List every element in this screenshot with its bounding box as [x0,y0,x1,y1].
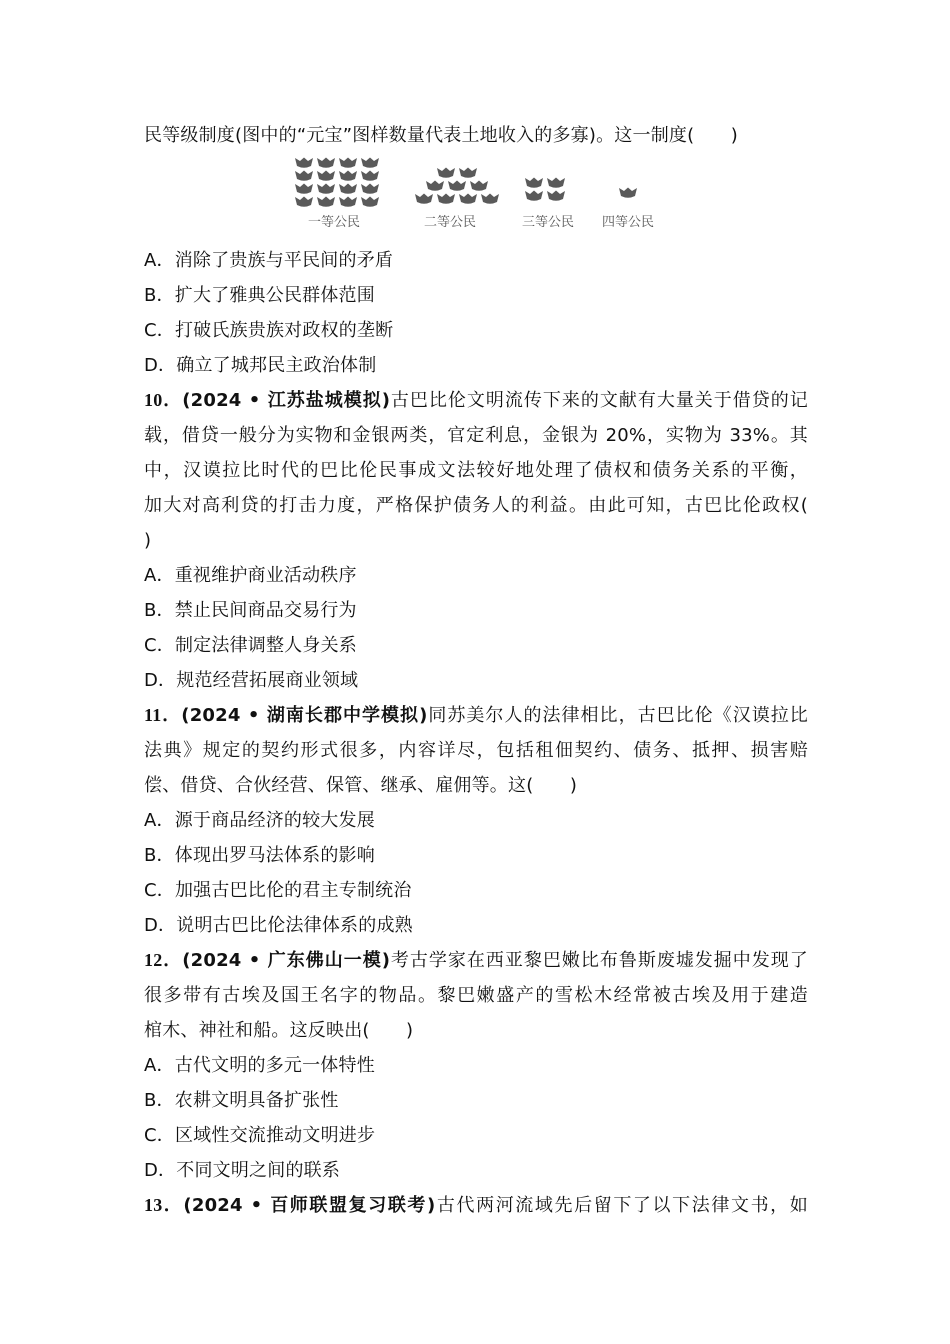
yuanbao-icon [436,193,456,205]
yuanbao-icon [469,180,489,192]
citizen-rank-figure [144,157,808,239]
q10-option-c: C．制定法律调整人身关系 [144,635,357,656]
q11-option-c: C．加强古巴比伦的君主专制统治 [144,880,412,901]
yuanbao-icon [360,157,380,169]
q11-option-b: B．体现出罗马法体系的影响 [144,845,375,866]
q12-line-2: 很多带有古埃及国王名字的物品。黎巴嫩盛产的雪松木经常被古埃及用于建造 [144,985,808,1006]
yuanbao-icon [425,180,445,192]
q12-option-a: A．古代文明的多元一体特性 [144,1055,375,1076]
yuanbao-icon [458,193,478,205]
yuanbao-icon [360,170,380,182]
q10-source: (2024 • 江苏盐城模拟) [182,390,391,411]
q11-option-d: D．说明古巴比伦法律体系的成熟 [144,915,413,936]
yuanbao-icon [294,196,314,208]
q12-number: 12． [144,950,183,970]
q10-line-4: 加大对高利贷的打击力度，严格保护债务人的利益。由此可知，古巴比伦政权( [144,495,808,516]
q12-line-1 [144,943,808,978]
rank-label-3: 三等公民 [522,215,575,230]
yuanbao-icon [546,190,566,202]
yuanbao-icon [360,183,380,195]
q11-line-1 [144,698,808,733]
yuanbao-icon [618,187,638,199]
q12-line-3: 棺木、神社和船。这反映出( ) [144,1020,414,1041]
yuanbao-icon [316,183,336,195]
yuanbao-icon [294,157,314,169]
yuanbao-icon [360,196,380,208]
q11-text-1: 同苏美尔人的法律相比，古巴比伦《汉谟拉比 [427,705,809,726]
q10-text-1: 古巴比伦文明流传下来的文献有大量关于借贷的记 [390,390,808,411]
q13-text-1: 古代两河流域先后留下了以下法律文书，如 [435,1195,808,1216]
q12-option-c: C．区域性交流推动文明进步 [144,1125,376,1146]
yuanbao-icon [338,157,358,169]
q12-source: (2024 • 广东佛山一模) [182,950,391,971]
q10-line-3: 中，汉谟拉比时代的巴比伦民事成文法较好地处理了债权和债务关系的平衡， [144,460,808,481]
yuanbao-icon [338,196,358,208]
q12-option-d: D．不同文明之间的联系 [144,1160,341,1181]
yuanbao-icon [436,167,456,179]
q9-option-d: D．确立了城邦民主政治体制 [144,355,377,376]
q13-number: 13． [144,1195,184,1215]
q13-source: (2024 • 百师联盟复习联考) [183,1195,436,1216]
yuanbao-icon [338,170,358,182]
yuanbao-icon [316,157,336,169]
q10-line-2: 载，借贷一般分为实物和金银两类，官定利息，金银为 20%，实物为 33%。其 [144,425,808,446]
yuanbao-icon [294,170,314,182]
q10-number: 10． [144,390,183,410]
q11-line-3: 偿、借贷、合伙经营、保管、继承、雇佣等。这( ) [144,775,578,796]
yuanbao-icon [338,183,358,195]
yuanbao-icon [458,167,478,179]
yuanbao-icon [316,170,336,182]
q9-option-a: A．消除了贵族与平民间的矛盾 [144,250,394,271]
q9-option-b: B．扩大了雅典公民群体范围 [144,285,375,306]
q12-option-b: B．农耕文明具备扩张性 [144,1090,339,1111]
rank-label-4: 四等公民 [602,215,655,230]
q10-option-d: D．规范经营拓展商业领域 [144,670,359,691]
q11-option-a: A．源于商品经济的较大发展 [144,810,375,831]
q11-line-2: 法典》规定的契约形式很多，内容详尽，包括租佃契约、债务、抵押、损害赔 [144,740,808,761]
rank-label-2: 二等公民 [424,215,477,230]
yuanbao-icon [524,190,544,202]
q10-option-b: B．禁止民间商品交易行为 [144,600,357,621]
yuanbao-icon [480,193,500,205]
rank-label-1: 一等公民 [308,215,361,230]
yuanbao-icon [316,196,336,208]
q11-number: 11． [144,705,182,725]
q13-line-1 [144,1188,808,1223]
q10-line-1 [144,383,808,418]
yuanbao-icon [414,193,434,205]
intro-line: 民等级制度(图中的“元宝”图样数量代表土地收入的多寡)。这一制度( ) [144,125,738,146]
yuanbao-icon [546,177,566,189]
yuanbao-icon [447,180,467,192]
q10-line-5: ) [144,530,152,551]
q10-option-a: A．重视维护商业活动秩序 [144,565,357,586]
q12-text-1: 考古学家在西亚黎巴嫩比布鲁斯废墟发掘中发现了 [390,950,808,971]
q11-source: (2024 • 湖南长郡中学模拟) [181,705,428,726]
q9-option-c: C．打破氏族贵族对政权的垄断 [144,320,394,341]
yuanbao-icon [294,183,314,195]
document-page [144,118,808,1223]
yuanbao-icon [524,177,544,189]
